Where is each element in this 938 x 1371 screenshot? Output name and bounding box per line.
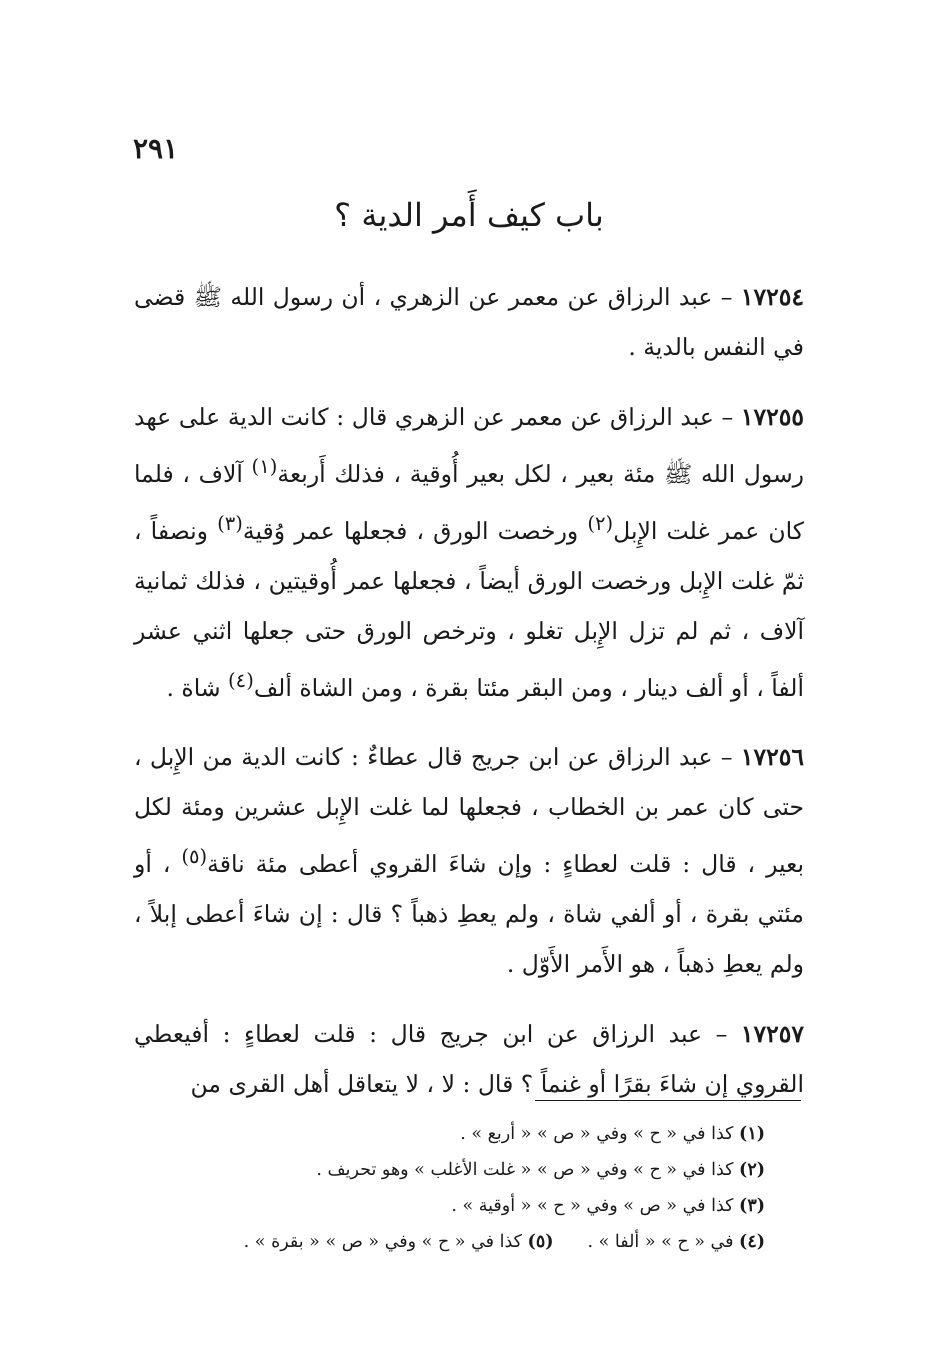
hadith-number: ١٧٢٥٤ [740,283,804,311]
footnote-2 [160,1152,765,1188]
footnote-ref-5[interactable]: (٥) [181,845,208,869]
hadith-number: ١٧٢٥٧ [740,1020,804,1049]
body-text [134,272,804,1129]
hadith-text: شاة . [166,673,229,702]
hadith-text: – عبد الرزاق عن معمر عن الزهري قال : كانت الدية على عهد رسول الله ﷺ مئة بعير ، لكل بعير أُوقية ، فذلك أَربعة [134,403,804,488]
footnote-text: كذا في « ح » وفي « ص » « غلت الأغلب » وهو تحريف . [316,1160,740,1180]
footnote-ref-2[interactable]: (٢) [587,511,614,535]
footnote-mark: (٥) [527,1232,554,1252]
chapter-title: باب كيف أَمر الدية ؟ [334,196,604,234]
footnote-mark: (١) [739,1124,765,1144]
hadith-number: ١٧٢٥٥ [740,403,804,431]
hadith-text: آلاف ، فلما كان عمر غلت الإِبل [134,459,804,545]
hadith-number: ١٧٢٥٦ [740,743,804,772]
footnote-ref-3[interactable]: (٣) [217,511,243,535]
footnote-text: في « ح » « ألفا » . [587,1232,740,1252]
footnote-3 [160,1188,765,1224]
footnote-mark: (٢) [739,1160,765,1180]
footnote-mark: (٣) [739,1196,765,1216]
hadith-text: – عبد الرزاق عن ابن جريج قال عطاءٌ : كانت الدية من الإِبل ، حتى كان عمر بن الخطاب ، فجعلها لما غلت الإِبل عشرين ومئة لكل بعير ، قال : قلت لعطاءٍ : وإن شاءَ القروي أعطى مئة ناقة [134,743,805,879]
hadith-17257 [134,1009,804,1109]
hadith-text: – عبد الرزاق عن ابن جريج قال : قلت لعطاءٍ : أفيعطي القروي إن شاءَ بقرًا أو غنماً ؟ قال : لا ، لا يتعاقل أهل القرى من [134,1020,804,1099]
hadith-17254 [134,272,804,372]
hadith-text: ، أو مئتي بقرة ، أو ألفي شاة ، ولم يعطِ ذهباً ؟ قال : إن شاءَ أعطى إبلاً ، ولم يعطِ ذهباً ، هو الأَمر الأَوّل . [134,850,804,979]
footnote-4-5 [160,1224,765,1260]
footnote-1 [160,1116,765,1152]
footnote-ref-4[interactable]: (٤) [228,668,254,692]
hadith-17255 [134,392,804,712]
hadith-text: ونصفاً ، ثمّ غلت الإِبل ورخصت الورق أيضاً ، فجعلها عمر أُوقيتين ، فذلك ثمانية آلاف ، ثم لم تزل الإِبل تغلو ، وترخص الورق حتى جعلها اثني عشر ألفاً ، أو ألف دينار ، ومن البقر مئتا بقرة ، ومن الشاة ألف [134,516,804,702]
page-number: ٢٩١ [133,132,179,165]
hadith-17256 [134,732,804,989]
hadith-text: – عبد الرزاق عن معمر عن الزهري ، أن رسول الله ﷺ قضى في النفس بالدية . [134,283,804,361]
footnote-divider [535,1100,801,1101]
footnote-text: كذا في « ح » وفي « ص » « بقرة » . [243,1232,528,1252]
footnote-text: كذا في « ح » وفي « ص » « أربع » . [460,1124,740,1144]
footnote-ref-1[interactable]: (١) [251,455,278,478]
footnote-text: كذا في « ص » وفي « ح » « أوقية » . [451,1196,740,1216]
hadith-text: ورخصت الورق ، فجعلها عمر وُقية [242,516,588,545]
footnote-mark: (٤) [739,1232,765,1252]
footnotes [160,1116,765,1260]
